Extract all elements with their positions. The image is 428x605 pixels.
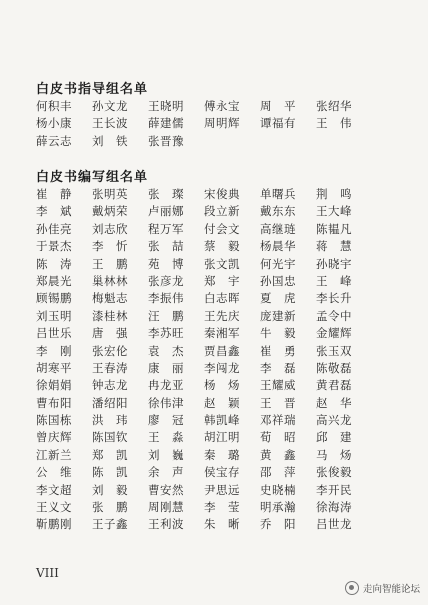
member-name: 孟令中 xyxy=(316,308,352,323)
member-name: 张 喆 xyxy=(148,239,184,254)
member-name: 黄 鑫 xyxy=(260,447,296,462)
member-name: 吕世乐 xyxy=(36,326,72,341)
member-name: 李 刚 xyxy=(36,343,72,358)
member-name: 傅永宝 xyxy=(204,99,240,113)
member-name: 徐伟津 xyxy=(148,395,184,410)
member-name: 戴东东 xyxy=(260,204,296,219)
member-name: 袁 杰 xyxy=(148,343,184,358)
member-name: 张晋豫 xyxy=(148,133,184,148)
member-name: 蔡 毅 xyxy=(204,239,240,254)
member-name: 胡寒平 xyxy=(36,360,72,375)
member-name: 于景杰 xyxy=(36,239,72,254)
member-name: 李长升 xyxy=(316,291,352,306)
member-name: 陈国栋 xyxy=(36,413,72,428)
member-name: 胡江明 xyxy=(204,430,240,445)
member-name: 宋俊典 xyxy=(204,187,240,201)
member-name: 程万军 xyxy=(148,221,184,236)
member-name: 汪 鹏 xyxy=(148,308,184,323)
member-name: 徐娟娟 xyxy=(36,378,72,393)
member-name: 曹布阳 xyxy=(36,395,72,410)
member-name: 周明辉 xyxy=(204,116,240,131)
member-name: 杨小康 xyxy=(36,116,72,131)
member-name: 李苏旺 xyxy=(148,326,184,341)
member-name: 郑晨光 xyxy=(36,273,72,288)
member-name: 王 淼 xyxy=(148,430,184,445)
member-name: 荆 鸣 xyxy=(316,187,352,201)
member-name: 贾昌鑫 xyxy=(204,343,240,358)
member-name: 白志晖 xyxy=(204,291,240,306)
member-name: 李闯龙 xyxy=(204,360,240,375)
member-name: 崔 勇 xyxy=(260,343,296,358)
member-name: 王长波 xyxy=(92,116,128,131)
member-name: 李 莹 xyxy=(204,500,240,515)
member-name: 何积丰 xyxy=(36,99,72,113)
member-name: 秦湘军 xyxy=(204,326,240,341)
member-name: 何光宇 xyxy=(260,256,296,271)
member-name: 明承瀚 xyxy=(260,500,296,515)
member-name: 王晓明 xyxy=(148,99,184,113)
member-name: 孙文龙 xyxy=(92,99,128,113)
member-name: 巢林林 xyxy=(92,273,128,288)
member-name: 梅魁志 xyxy=(92,291,128,306)
member-name: 徐海涛 xyxy=(316,500,352,515)
member-name: 李文超 xyxy=(36,482,72,497)
member-name: 付会文 xyxy=(204,221,240,236)
member-name: 孙晓宇 xyxy=(316,256,352,271)
member-name: 刘志欣 xyxy=(92,221,128,236)
writing-group-title: 白皮书编写组名单 xyxy=(36,170,149,185)
member-name: 邱 建 xyxy=(316,430,352,445)
member-name: 秦 璐 xyxy=(204,447,240,462)
page-number: VIII xyxy=(36,566,59,580)
member-name: 孙国忠 xyxy=(260,273,296,288)
member-name: 钟志龙 xyxy=(92,378,128,393)
member-name: 崔 静 xyxy=(36,187,72,201)
member-name: 王先庆 xyxy=(204,308,240,323)
member-name: 乔 阳 xyxy=(260,517,296,532)
member-name: 卢丽娜 xyxy=(148,204,184,219)
member-name: 李 斌 xyxy=(36,204,72,219)
member-name: 杨晨华 xyxy=(260,239,296,254)
member-name: 蒋 慧 xyxy=(316,239,352,254)
member-name: 廖 冠 xyxy=(148,413,184,428)
member-name: 史晓楠 xyxy=(260,482,296,497)
member-name: 刘 巍 xyxy=(148,447,184,462)
member-name: 王耀威 xyxy=(260,378,296,393)
member-name: 黄君磊 xyxy=(316,378,352,393)
member-name: 唐 强 xyxy=(92,326,128,341)
member-name: 李开民 xyxy=(316,482,352,497)
member-name: 郑 宇 xyxy=(204,273,240,288)
member-name: 漆桂林 xyxy=(92,308,128,323)
member-name: 周刚慧 xyxy=(148,500,184,515)
watermark xyxy=(345,581,420,595)
member-name: 张玉双 xyxy=(316,343,352,358)
member-name: 王 峰 xyxy=(316,273,352,288)
member-name: 刘 毅 xyxy=(92,482,128,497)
member-name: 荀 昭 xyxy=(260,430,296,445)
member-name: 余 声 xyxy=(148,465,184,480)
member-name: 张俊毅 xyxy=(316,465,352,480)
member-name: 夏 虎 xyxy=(260,291,296,306)
member-name: 冉龙亚 xyxy=(148,378,184,393)
member-name: 张明英 xyxy=(92,187,128,201)
member-name: 王利波 xyxy=(148,517,184,532)
member-name: 韩凯峰 xyxy=(204,413,240,428)
member-name: 邓祥瑞 xyxy=(260,413,296,428)
member-name: 赵 华 xyxy=(316,395,352,410)
member-name: 薛云志 xyxy=(36,133,72,148)
wechat-logo-icon xyxy=(345,581,359,595)
member-name: 曾庆辉 xyxy=(36,430,72,445)
member-name: 金耀辉 xyxy=(316,326,352,341)
guidance-name-grid xyxy=(36,98,372,150)
member-name: 张 璨 xyxy=(148,187,184,201)
member-name: 单曙兵 xyxy=(260,187,296,201)
member-name: 陈 凯 xyxy=(92,465,128,480)
member-name: 谭福有 xyxy=(260,116,296,131)
member-name: 陈韫凡 xyxy=(316,221,352,236)
member-name: 潘绍阳 xyxy=(92,395,128,410)
member-name: 赵 颖 xyxy=(204,395,240,410)
member-name: 张文凯 xyxy=(204,256,240,271)
member-name: 陈国钦 xyxy=(92,430,128,445)
member-name: 马 炀 xyxy=(316,447,352,462)
member-name: 李 磊 xyxy=(260,360,296,375)
member-name: 公 维 xyxy=(36,465,72,480)
member-name: 段立新 xyxy=(204,204,240,219)
member-name: 牛 毅 xyxy=(260,326,296,341)
member-name: 戴炳荣 xyxy=(92,204,128,219)
member-name: 吕世龙 xyxy=(316,517,352,532)
member-name: 王子鑫 xyxy=(92,517,128,532)
member-name: 尹思远 xyxy=(204,482,240,497)
member-name: 高继琏 xyxy=(260,221,296,236)
member-name: 陈敬磊 xyxy=(316,360,352,375)
member-name: 康 丽 xyxy=(148,360,184,375)
member-name: 王 伟 xyxy=(316,116,352,131)
member-name: 庞建新 xyxy=(260,308,296,323)
member-name: 王 鹏 xyxy=(92,256,128,271)
member-name: 高兴龙 xyxy=(316,413,352,428)
member-name: 郑 凯 xyxy=(92,447,128,462)
member-name: 孙佳亮 xyxy=(36,221,72,236)
member-name: 张彦龙 xyxy=(148,273,184,288)
member-name: 江新兰 xyxy=(36,447,72,462)
guidance-group-title: 白皮书指导组名单 xyxy=(36,82,149,97)
member-name: 王义文 xyxy=(36,500,72,515)
member-name: 杨 炀 xyxy=(204,378,240,393)
member-name: 周 平 xyxy=(260,99,296,113)
member-name: 张绍华 xyxy=(316,99,352,113)
watermark-text: 走向智能论坛 xyxy=(362,584,420,595)
member-name: 苑 博 xyxy=(148,256,184,271)
member-name: 王春涛 xyxy=(92,360,128,375)
member-name: 薛建儒 xyxy=(148,116,184,131)
member-name: 侯宝存 xyxy=(204,465,240,480)
member-name: 曹安然 xyxy=(148,482,184,497)
member-name: 洪 玮 xyxy=(92,413,128,428)
member-name: 邵 萍 xyxy=(260,465,296,480)
writing-name-grid xyxy=(36,186,372,534)
member-name: 靳鹏刚 xyxy=(36,517,72,532)
member-name: 李振伟 xyxy=(148,291,184,306)
member-name: 李 忻 xyxy=(92,239,128,254)
member-name: 朱 晰 xyxy=(204,517,240,532)
member-name: 张宏伦 xyxy=(92,343,128,358)
member-name: 张 鹏 xyxy=(92,500,128,515)
member-name: 王大峰 xyxy=(316,204,352,219)
member-name: 王 晋 xyxy=(260,395,296,410)
member-name: 陈 涛 xyxy=(36,256,72,271)
member-name: 顾锡鹏 xyxy=(36,291,72,306)
member-name: 刘 铁 xyxy=(92,133,128,148)
member-name: 刘玉明 xyxy=(36,308,72,323)
